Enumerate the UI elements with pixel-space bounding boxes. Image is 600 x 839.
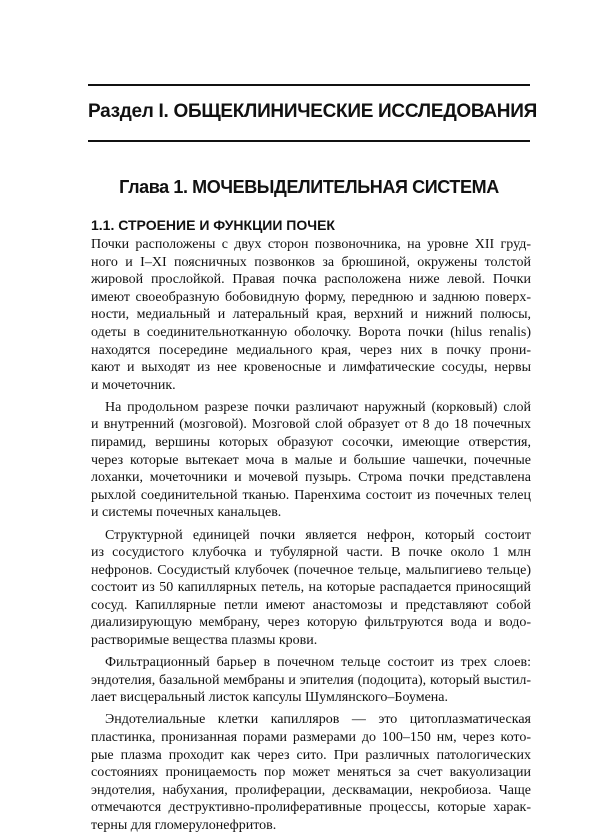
paragraph: [91, 399, 531, 522]
text-line: рые плазма проходит как через сито. При различных патологических: [91, 747, 531, 763]
subsection-title: 1.1. СТРОЕНИЕ И ФУНКЦИИ ПОЧЕК: [91, 217, 335, 233]
text-line: ности, медиальный и латеральный края, верхний и нижний полюсы,: [91, 307, 531, 323]
section-rule-top: [88, 84, 530, 86]
text-line: диализирующую мембрану, через которую фильтруются вода и водо-: [91, 615, 531, 631]
text-line: На продольном разрезе почки различают наружный (корковый) слой: [105, 399, 531, 415]
text-line: через которые вытекает моча в малые и большие чашечки, почечные: [91, 452, 531, 468]
text-line: жировой прослойкой. Правая почка расположена ниже левой. Почки: [91, 272, 531, 288]
paragraph: [91, 236, 531, 394]
paragraph: [91, 527, 531, 650]
text-line: и внутренний (мозговой). Мозговой слой образует от 8 до 18 почечных: [91, 417, 531, 433]
text-line: Почки расположены с двух сторон позвоночника, на уровне XII груд-: [91, 237, 531, 252]
text-line: находятся посередине медиального края, через них в почку прони-: [91, 342, 531, 358]
text-line: эндотелия, базальной мембраны и эпителия (подоцита), который выстил-: [91, 672, 531, 688]
text-line: растворимые вещества плазмы крови.: [91, 633, 318, 649]
text-line: одеты в соединительнотканную оболочку. Ворота почки (hilus renalis): [91, 324, 531, 340]
text-line: из сосудистого клубочка и тубулярной части. В почке около 1 млн: [91, 545, 531, 561]
text-line: состоит из 50 капиллярных петель, на которые распадается приносящий: [91, 580, 531, 596]
text-line: нефронов. Сосудистый клубочек (почечное тельце, мальпигиево тельце): [91, 562, 531, 578]
text-line: пирамид, вершины которых образуют сосочки, имеющие отверстия,: [91, 435, 531, 451]
text-line: отмечаются деструктивно-пролиферативные процессы, которые харак-: [91, 800, 531, 816]
text-line: сосуд. Капиллярные петли имеют анастомозы и представляют собой: [91, 597, 531, 613]
text-line: состояниях проницаемость пор может меняться за счет вакуолизации: [91, 765, 531, 781]
text-line: лает висцеральный листок капсулы Шумлянского–Боумена.: [91, 690, 449, 706]
section-title: Раздел I. ОБЩЕКЛИНИЧЕСКИЕ ИССЛЕДОВАНИЯ: [88, 101, 537, 122]
text-line: Фильтрационный барьер в почечном тельце состоит из трех слоев:: [105, 655, 531, 671]
paragraph: [91, 711, 531, 834]
chapter-title: Глава 1. МОЧЕВЫДЕЛИТЕЛЬНАЯ СИСТЕМА: [119, 177, 499, 197]
text-line: пластинка, пронизанная порами размерами до 100–150 нм, через кото-: [91, 730, 531, 746]
text-line: лоханки, мочеточники и мочевой пузырь. Строма почки представлена: [91, 470, 531, 486]
text-line: имеют своеобразную бобовидную форму, переднюю и заднюю поверх-: [91, 289, 531, 305]
text-line: рыхлой соединительной тканью. Паренхима состоит из почечных телец: [91, 487, 531, 503]
section-rule-bottom: [88, 140, 530, 142]
text-line: эндотелия, набухания, пролиферации, десквамации, некробиоза. Чаще: [91, 782, 531, 798]
text-line: Эндотелиальные клетки капилляров — это цитоплазматическая: [105, 712, 531, 728]
text-line: и мочеточник.: [91, 377, 176, 393]
text-line: кают и выходят из нее кровеносные и лимфатические сосуды, нервы: [91, 360, 531, 376]
text-line: ного и I–XI поясничных позвонков за брюшиной, окружены толстой: [91, 254, 531, 270]
paragraph: [91, 654, 531, 707]
text-line: и системы почечных канальцев.: [91, 505, 282, 521]
text-line: Структурной единицей почки является нефрон, который состоит: [105, 527, 531, 543]
text-line: терны для гломерулонефритов.: [91, 818, 277, 833]
body-text: [91, 236, 531, 839]
